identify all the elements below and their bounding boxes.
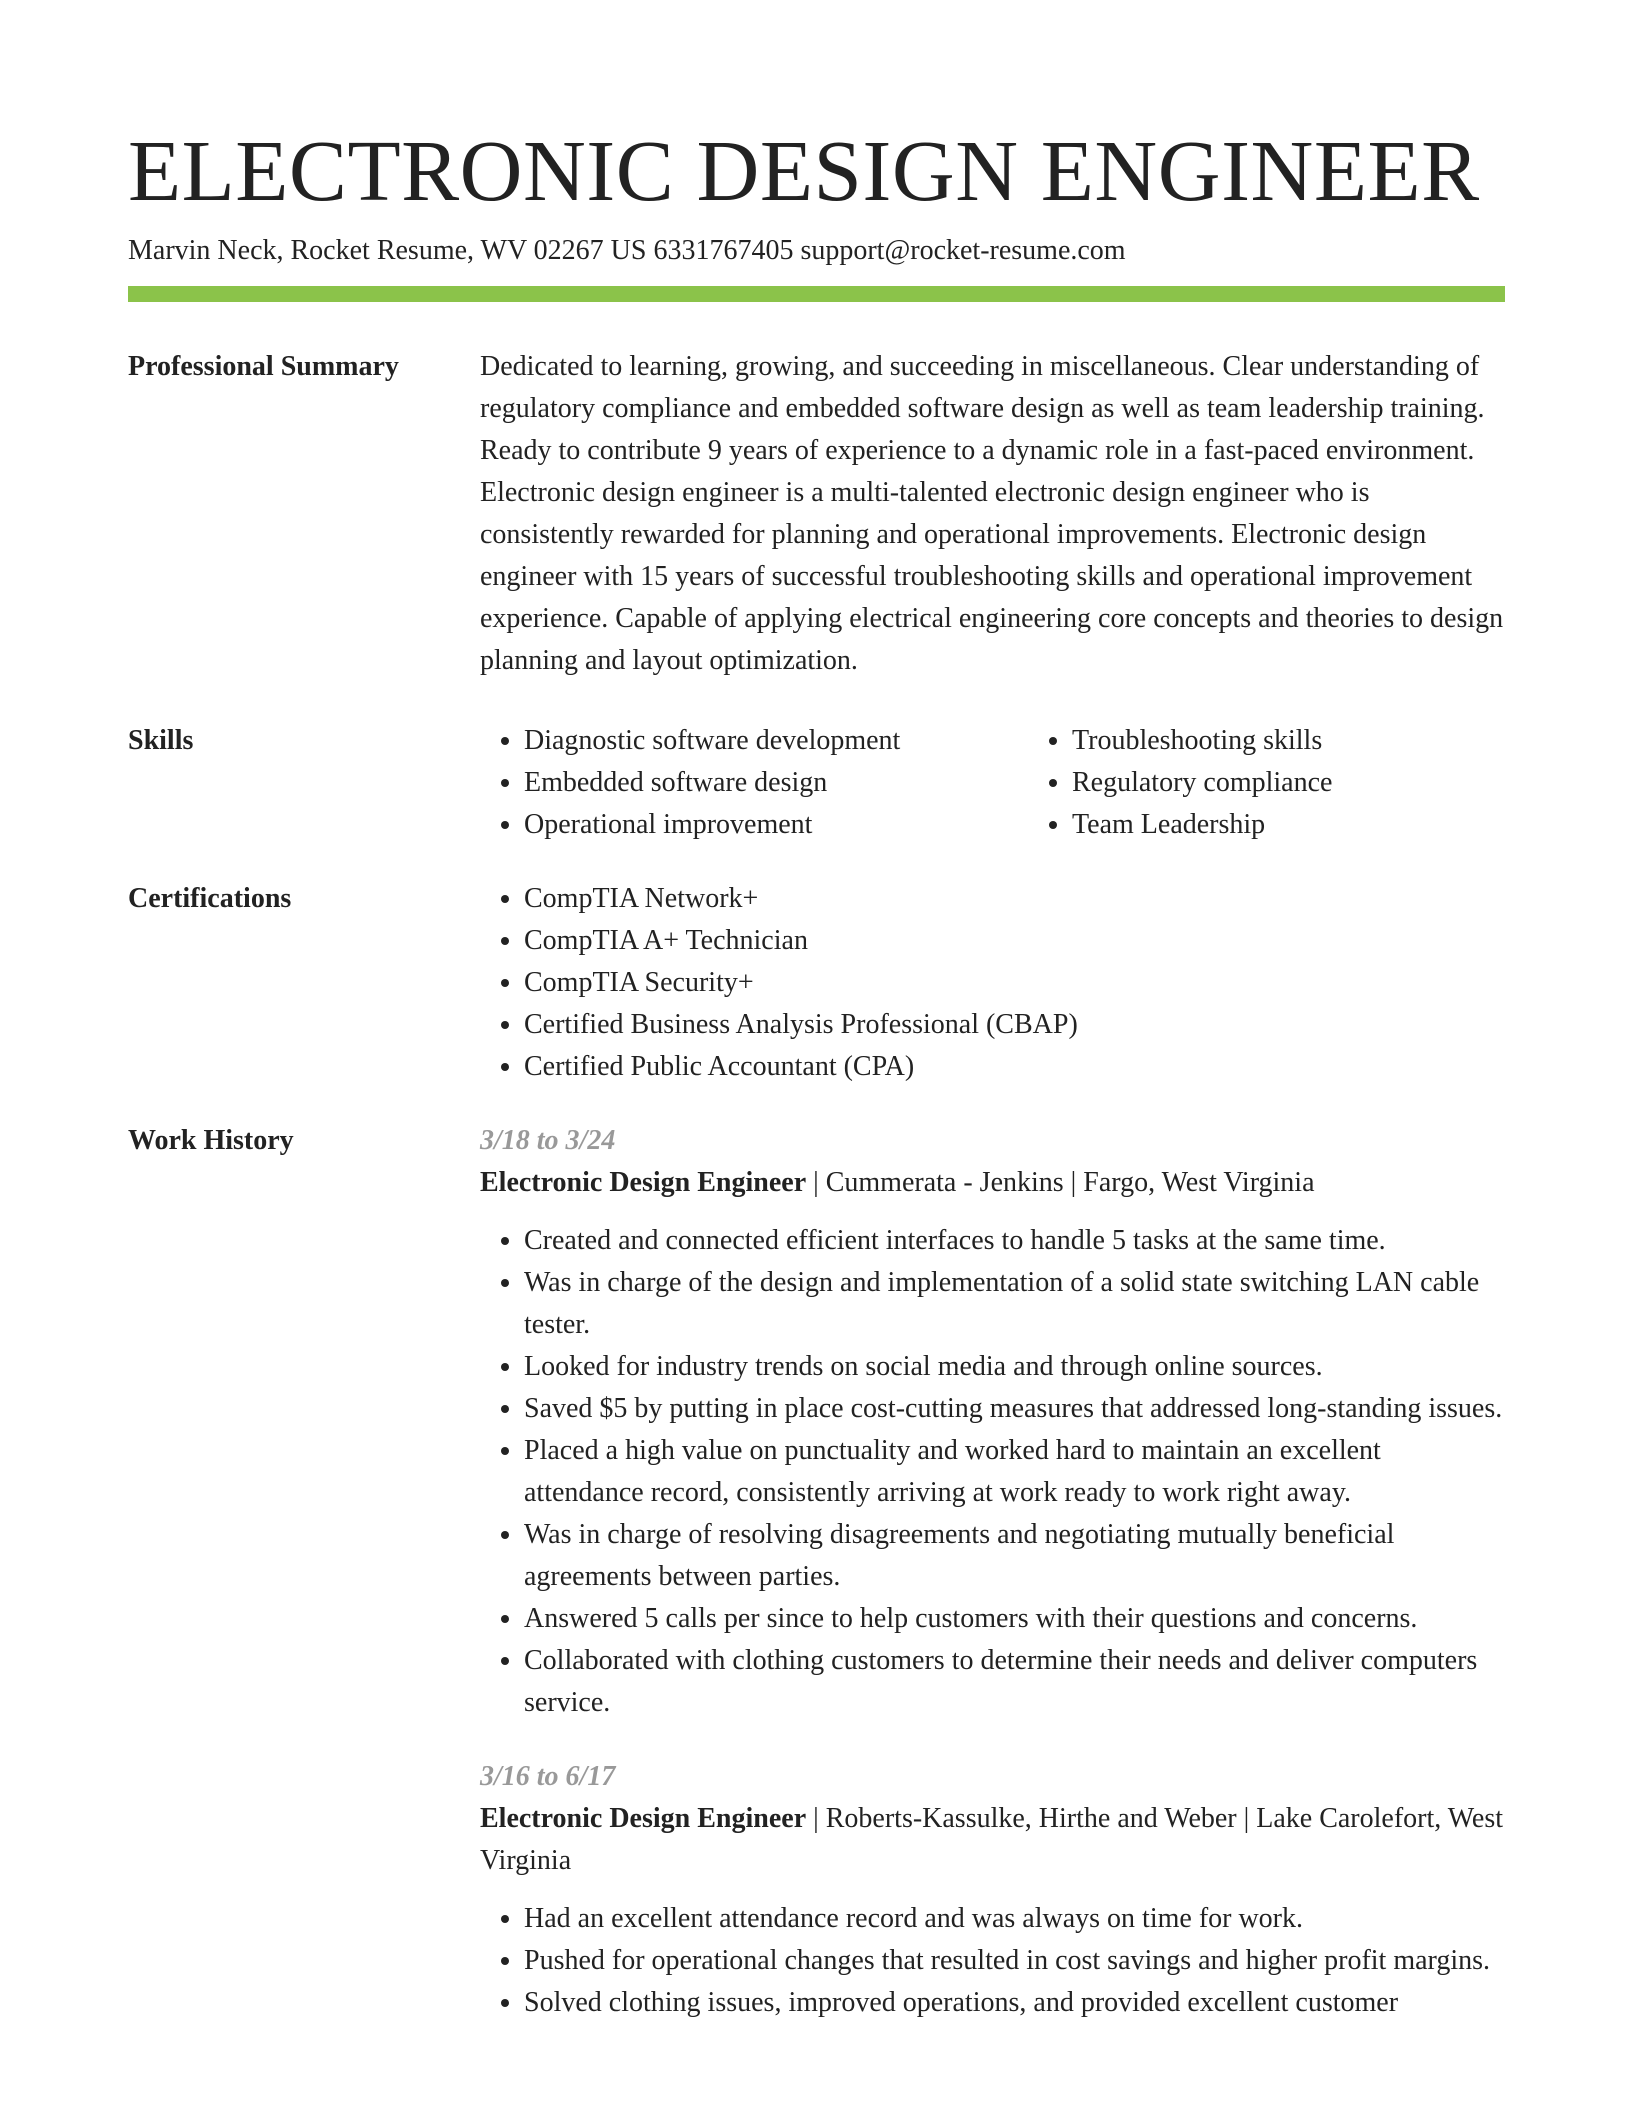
contact-email: support@rocket-resume.com <box>800 235 1126 266</box>
skill-item: • Regulatory compliance <box>1072 762 1576 804</box>
job-bullet: • Looked for industry trends on social media and through online sources. <box>524 1346 1505 1388</box>
summary-text: Dedicated to learning, growing, and succeeding in miscellaneous. Clear understanding of regulatory compliance and embedded software design as well as team leadership training. Ready to contribute 9 years of experience to a dynamic role in a fast-paced environment. Electronic design engineer is a multi-talented electronic design engineer who is consistently rewarded for planning and operational improvements. Electronic design engineer with 15 years of successful troubleshooting skills and operational improvement experience. Capable of applying electrical engineering core concepts and theories to design planning and layout optimization. <box>480 351 1504 676</box>
skill-item: • Operational improvement <box>524 804 1028 846</box>
skill-item: • Team Leadership <box>1072 804 1576 846</box>
certification-item: • CompTIA A+ Technician <box>524 920 1505 962</box>
job-bullet: • Had an excellent attendance record and was always on time for work. <box>524 1898 1505 1940</box>
job-bullet: • Was in charge of resolving disagreements and negotiating mutually beneficial agreements between parties. <box>524 1514 1505 1598</box>
summary-label: Professional Summary <box>128 351 399 382</box>
contact-line <box>128 232 1505 270</box>
certifications-label: Certifications <box>128 883 292 914</box>
job-bullet: • Pushed for operational changes that resulted in cost savings and higher profit margins. <box>524 1940 1505 1982</box>
skills-list-col1 <box>480 720 1028 846</box>
certification-item: • CompTIA Network+ <box>524 878 1505 920</box>
summary-section <box>128 346 1505 682</box>
job-entry <box>480 1756 1505 2024</box>
certifications-section <box>128 878 1505 1088</box>
contact-name-location: Marvin Neck, Rocket Resume, WV 02267 US <box>128 235 647 266</box>
job-header <box>480 1162 1505 1204</box>
work-history-section <box>128 1120 1505 2024</box>
job-details: | Roberts-Kassulke, Hirthe and Weber | Lake Carolefort, West Virginia <box>480 1803 1504 1876</box>
skills-section <box>128 720 1505 846</box>
skill-item: • Embedded software design <box>524 762 1028 804</box>
job-bullet: • Solved clothing issues, improved operations, and provided excellent customer <box>524 1982 1505 2024</box>
job-bullets <box>480 1220 1505 1724</box>
certification-item: • CompTIA Security+ <box>524 962 1505 1004</box>
skills-label: Skills <box>128 725 194 756</box>
job-entry <box>480 1120 1505 1724</box>
work-history-label: Work History <box>128 1125 294 1156</box>
certifications-list <box>480 878 1505 1088</box>
job-bullets <box>480 1898 1505 2024</box>
skill-item: • Troubleshooting skills <box>1072 720 1576 762</box>
contact-phone: 6331767405 <box>653 235 794 266</box>
job-role: Electronic Design Engineer <box>480 1167 807 1198</box>
job-details: | Cummerata - Jenkins | Fargo, West Virginia <box>806 1167 1315 1198</box>
job-bullet: • Was in charge of the design and implementation of a solid state switching LAN cable tester. <box>524 1262 1505 1346</box>
skill-item: • Diagnostic software development <box>524 720 1028 762</box>
job-bullet: • Answered 5 calls per since to help customers with their questions and concerns. <box>524 1598 1505 1640</box>
resume-title: ELECTRONIC DESIGN ENGINEER <box>128 122 1480 219</box>
job-dates: 3/18 to 3/24 <box>480 1125 616 1156</box>
job-bullet: • Collaborated with clothing customers to determine their needs and deliver computers service. <box>524 1640 1505 1724</box>
resume-page <box>128 118 1505 2024</box>
certification-item: • Certified Public Accountant (CPA) <box>524 1046 1505 1088</box>
header-divider <box>128 286 1505 302</box>
job-header <box>480 1798 1505 1882</box>
job-bullet: • Saved $5 by putting in place cost-cutting measures that addressed long-standing issues. <box>524 1388 1505 1430</box>
skills-list-col2 <box>1028 720 1576 846</box>
job-bullet: • Created and connected efficient interfaces to handle 5 tasks at the same time. <box>524 1220 1505 1262</box>
job-role: Electronic Design Engineer <box>480 1803 807 1834</box>
certification-item: • Certified Business Analysis Professional (CBAP) <box>524 1004 1505 1046</box>
job-bullet: • Placed a high value on punctuality and worked hard to maintain an excellent attendance record, consistently arriving at work ready to work right away. <box>524 1430 1505 1514</box>
job-dates: 3/16 to 6/17 <box>480 1761 616 1792</box>
